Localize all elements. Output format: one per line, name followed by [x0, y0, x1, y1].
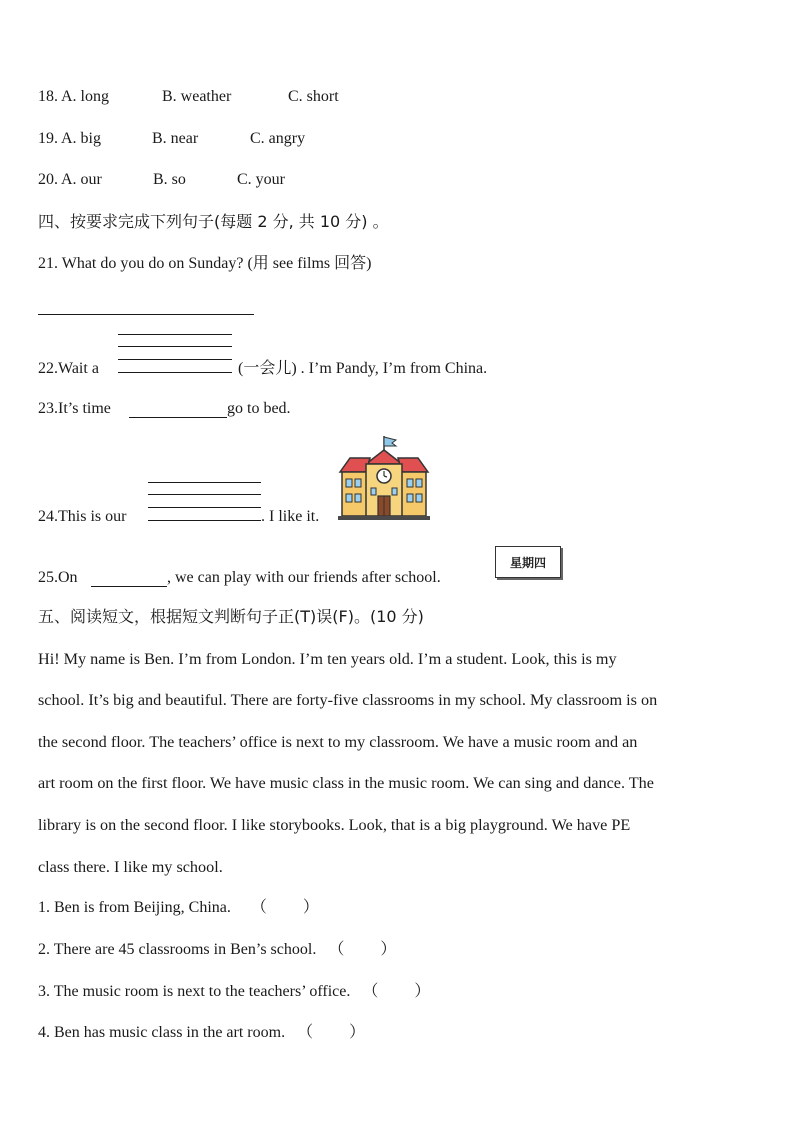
q24-prefix: 24.This is our [38, 508, 127, 525]
passage-line: school. It’s big and beautiful. There are forty-five classrooms in my school. My classroom is on [38, 691, 658, 709]
q21-answer-line[interactable] [38, 314, 254, 315]
q25-blank[interactable] [91, 586, 167, 587]
q19-option-b: B. near [152, 130, 199, 147]
q21-text: 21. What do you do on Sunday? (用 see films 回答) [38, 255, 372, 272]
passage-line: library is on the second floor. I like storybooks. Look, that is a big playground. We have PE [38, 816, 631, 834]
statement-2 [38, 940, 396, 960]
q24-writing-lines[interactable] [148, 482, 261, 522]
passage-line: the second floor. The teachers’ office is next to my classroom. We have a music room and an [38, 733, 638, 751]
statement-text: 2. There are 45 classrooms in Ben’s school. [38, 941, 317, 958]
q20-option-b: B. so [153, 171, 186, 188]
passage-line: Hi! My name is Ben. I’m from London. I’m ten years old. I’m a student. Look, this is my [38, 650, 617, 668]
q18-number: 18. [38, 88, 58, 105]
q22-suffix: (一会儿) . I’m Pandy, I’m from China. [238, 360, 488, 377]
statement-text: 4. Ben has music class in the art room. [38, 1024, 286, 1041]
statement-text: 1. Ben is from Beijing, China. [38, 899, 231, 916]
q20-number: 20. [38, 171, 58, 188]
q19-option-a: A. big [61, 130, 101, 147]
passage-line: art room on the first floor. We have music class in the music room. We can sing and dance. The [38, 774, 654, 792]
q20-option-c: C. your [237, 171, 285, 188]
answer-paren-close[interactable]: ） [380, 941, 397, 958]
q19-number: 19. [38, 130, 58, 147]
passage-line: class there. I like my school. [38, 858, 223, 876]
q20-option-a: A. our [61, 171, 102, 188]
q22-writing-lines[interactable] [118, 334, 232, 374]
weekday-card: 星期四 [495, 546, 561, 578]
section4-heading: 四、按要求完成下列句子(每题 2 分, 共 10 分) 。 [38, 212, 389, 231]
q18-option-c: C. short [288, 88, 339, 105]
statement-3 [38, 982, 430, 1002]
answer-paren-open[interactable]: （ [250, 899, 267, 916]
q23-suffix: go to bed. [227, 400, 291, 417]
q25-prefix: 25.On [38, 569, 78, 586]
answer-paren-open[interactable]: （ [362, 983, 379, 1000]
answer-paren-open[interactable]: （ [297, 1024, 314, 1041]
statement-1 [38, 898, 319, 918]
q24-suffix: . I like it. [261, 508, 320, 525]
q22-prefix: 22.Wait a [38, 360, 99, 377]
answer-paren-open[interactable]: （ [328, 941, 345, 958]
answer-paren-close[interactable]: ） [349, 1024, 366, 1041]
school-building-icon [336, 434, 432, 522]
q25-suffix: , we can play with our friends after school. [167, 569, 441, 586]
answer-paren-close[interactable]: ） [414, 983, 431, 1000]
q19-option-c: C. angry [250, 130, 306, 147]
q23-blank[interactable] [129, 417, 227, 418]
q18-option-b: B. weather [162, 88, 232, 105]
statement-text: 3. The music room is next to the teachers’ office. [38, 983, 351, 1000]
answer-paren-close[interactable]: ） [302, 899, 319, 916]
statement-4 [38, 1023, 365, 1043]
section5-heading: 五、阅读短文，根据短文判断句子正(T)误(F)。(10 分) [38, 607, 424, 626]
q23-prefix: 23.It’s time [38, 400, 111, 417]
q18-option-a: A. long [61, 88, 109, 105]
